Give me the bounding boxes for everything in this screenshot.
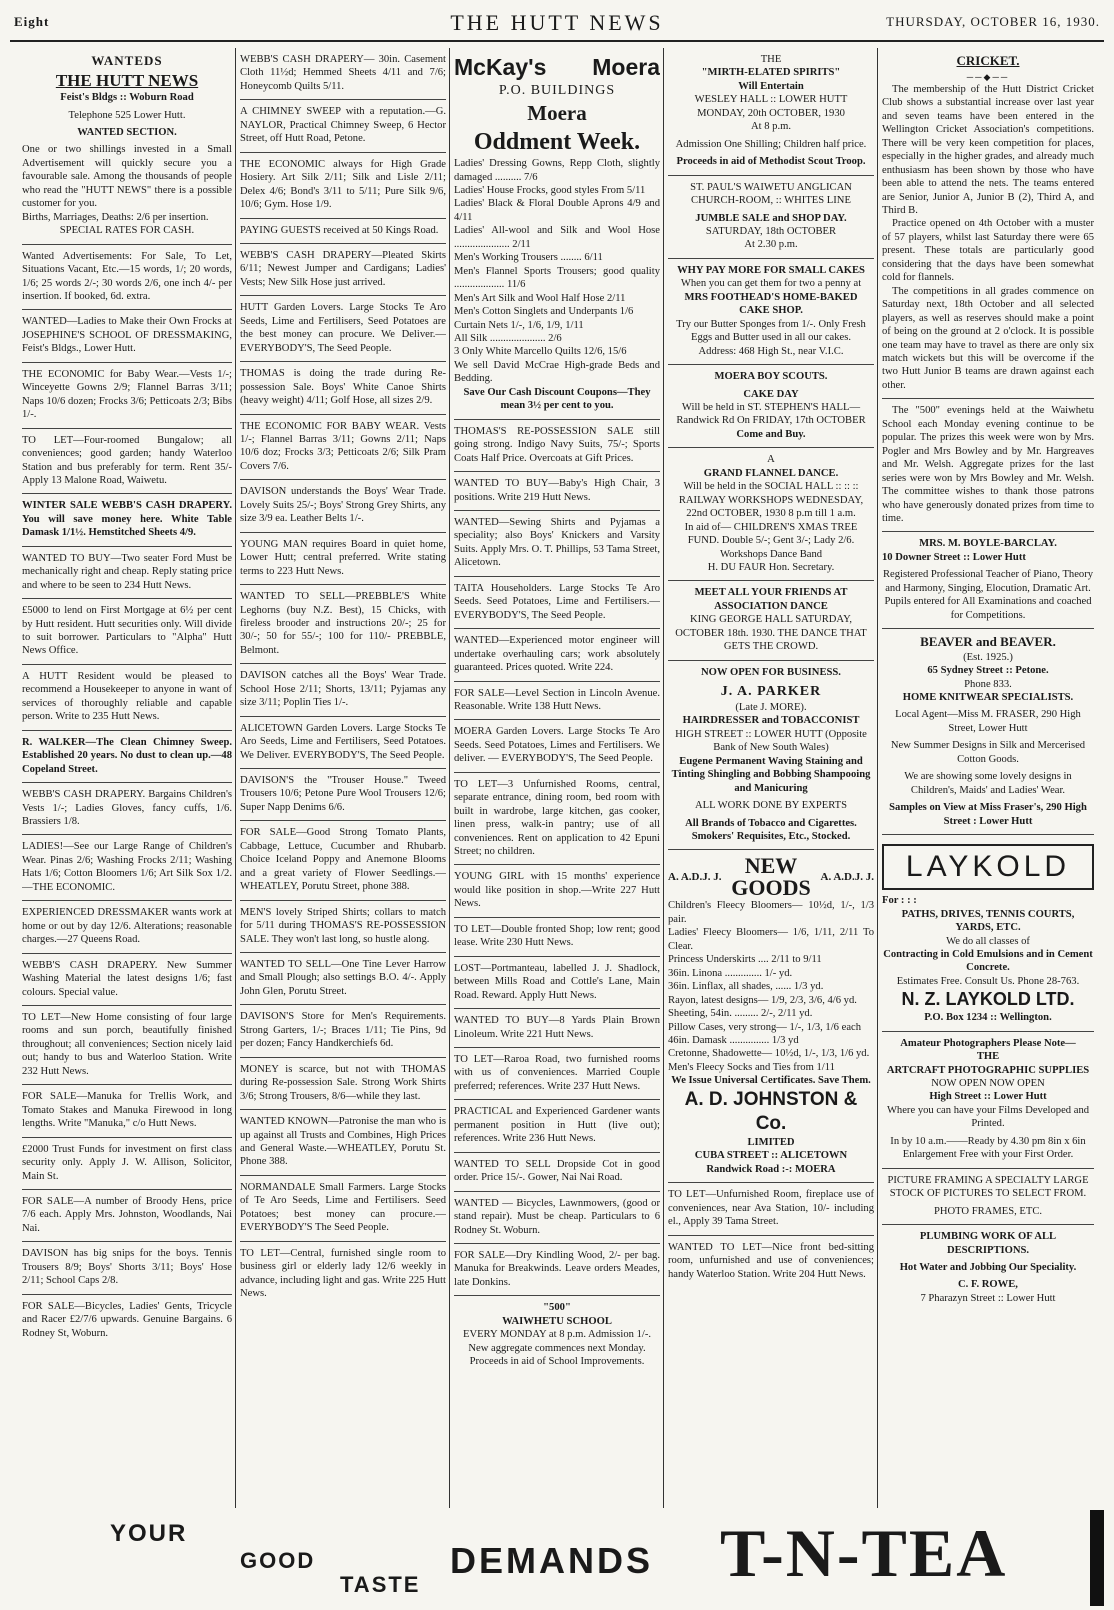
births-rate: Births, Marriages, Deaths: 2/6 per insertion. bbox=[22, 211, 209, 223]
wanteds-header bbox=[22, 48, 232, 245]
mckay-oddment: Oddment Week. bbox=[473, 128, 641, 155]
mckay-location: Moera bbox=[592, 54, 660, 80]
classified-ad: WANTED—Sewing Shirts and Pyjamas a speciality; also Boys' Knickers and Varsity Suits. Apply Mrs. O. T. Phillips, 53 Tama Street, Alicetown. bbox=[454, 511, 660, 577]
mirth-proceeds: Proceeds in aid of Methodist Scout Troop. bbox=[676, 156, 866, 168]
classified-ad: EXPERIENCED DRESSMAKER wants work at home or out by day 12/6. Alterations; reasonable charges.—27 Queens Road. bbox=[22, 901, 232, 953]
cakes-body: When you can get them for two a penny at bbox=[680, 278, 862, 290]
classified-ad: WANTED—Experienced motor engineer will undertake overhauling cars; work absolutely guaranteed. Prices quoted. Write 224. bbox=[454, 629, 660, 681]
mckay-line: Curtain Nets 1/-, 1/6, 1/9, 1/11 bbox=[454, 319, 584, 331]
cakeshop-advert bbox=[668, 259, 874, 365]
classified-ad: A CHIMNEY SWEEP with a reputation.—G. NAYLOR, Practical Chimney Sweep, 6 Hector Street, off Hutt Road, Petone. bbox=[240, 100, 446, 152]
classified-ad: WEBB'S CASH DRAPERY—Pleated Skirts 6/11; Newest Jumper and Cardigans; Ladies' Vests; New Silk Hose just arrived. bbox=[240, 244, 446, 296]
cricket-article bbox=[882, 48, 1094, 399]
mckay-line: Ladies' House Frocks, good styles From 5/11 bbox=[454, 185, 646, 196]
classified-ad: £2000 Trust Funds for investment on first class security only. Apply J. W. Allison, Solicitor, Main St. bbox=[22, 1138, 232, 1190]
mirth-will: Will Entertain bbox=[738, 80, 804, 92]
classified-ad: WANTED TO BUY—Two seater Ford Must be mechanically right and cheap. Reply stating price and where to be seen to 234 Hutt News. bbox=[22, 547, 232, 599]
johnston-address: Randwick Road :-: MOERA bbox=[706, 1163, 836, 1175]
column-divider bbox=[877, 48, 878, 1508]
classified-ad: DAVISON catches all the Boys' Wear Trade. School Hose 2/11; Shorts, 13/11; Pyjamas any size 3/11; Poplin Ties 1/-. bbox=[240, 664, 446, 716]
assoc-body: KING GEORGE HALL SATURDAY, OCTOBER 18th. 1930. THE DANCE THAT GETS THE CROWD. bbox=[675, 614, 867, 653]
rowe-name: C. F. ROWE, bbox=[958, 1279, 1018, 1291]
framing-advert bbox=[882, 1169, 1094, 1225]
parker-trade: HAIRDRESSER and TOBACCONIST bbox=[682, 715, 860, 727]
beaver-show: We are showing some lovely designs in Children's, Maids' and Ladies' Wear. bbox=[904, 771, 1072, 796]
newgoods-line: Men's Fleecy Socks and Ties from 1/11 bbox=[668, 1061, 835, 1073]
column-news bbox=[882, 48, 1094, 1510]
parker-address: HIGH STREET :: LOWER HUTT (Opposite Bank of New South Wales) bbox=[675, 728, 867, 754]
classified-ad: TO LET—Unfurnished Room, fireplace use of conveniences, near Ava Station, 10/- including el., Apply 39 Tama Street. bbox=[668, 1183, 874, 1235]
frames-text: PHOTO FRAMES, ETC. bbox=[933, 1205, 1043, 1217]
cakeday-come: Come and Buy. bbox=[736, 428, 806, 440]
classified-ad: WEBB'S CASH DRAPERY— 30in. Casement Cloth 11½d; Hemmed Sheets 4/11 and 7/6; Honeycomb Quilts 5/11. bbox=[240, 48, 446, 100]
classified-ad: FOR SALE—A number of Broody Hens, price 7/6 each. Apply Mrs. Johnston, Woodlands, Nai Nai. bbox=[22, 1190, 232, 1242]
newgoods-line: Princess Underskirts .... 2/11 to 9/11 bbox=[668, 954, 822, 966]
parker-experts: ALL WORK DONE BY EXPERTS bbox=[695, 800, 847, 812]
mirth-date: MONDAY, 20th OCTOBER, 1930 bbox=[697, 107, 845, 119]
assoc-head: MEET ALL YOUR FRIENDS AT bbox=[694, 587, 848, 599]
beaver-agent: Local Agent—Miss M. FRASER, 290 High Street, Lower Hutt bbox=[895, 709, 1081, 734]
mckay-footer: Save Our Cash Discount Coupons—They mean 3½ per cent to you. bbox=[463, 386, 651, 412]
cakes-head: WHY PAY MORE FOR SMALL CAKES bbox=[677, 264, 865, 276]
classified-ad: WEBB'S CASH DRAPERY. Bargains Children's Vests 1/-; Ladies Gloves, fancy cuffs, 1/6. Brassiers 1/8. bbox=[22, 783, 232, 835]
classified-ad: R. WALKER—The Clean Chimney Sweep. Established 20 years. No dust to clean up.—48 Copeland Street. bbox=[22, 731, 232, 783]
classified-ad: FOR SALE—Dry Kindling Wood, 2/- per bag. Manuka for Breakwinds. Leave orders Meades, late Donkins. bbox=[454, 1244, 660, 1296]
beaver-samples: Samples on View at Miss Fraser's, 290 High Street : Lower Hutt bbox=[889, 802, 1087, 827]
beaver-advert bbox=[882, 629, 1094, 835]
mckay-line: We sell David McCrae High-grade Beds and Bedding. bbox=[454, 359, 660, 385]
mckay-line: Ladies' Black & Floral Double Aprons 4/9 and 4/11 bbox=[454, 198, 660, 223]
classified-ad: FOR SALE—Bicycles, Ladies' Gents, Tricycle and Racer £2/7/6 upwards. Genuine Bargains. 6 Rodney St, Woburn. bbox=[22, 1300, 232, 1339]
cricket-paragraph: The membership of the Hutt District Cricket Club shows a substantial increase over last year and seven teams have been entered in the Wellington Cricket Association's competitions. There will be very keen competition for places, especially in the higher grades, and already much enthusiasm has been shown by those who have been able to attend the nets. The teams entered are Senior, Junior A, Junior B (2), Third A, and Third B. bbox=[882, 83, 1094, 216]
classified-ad: WINTER SALE WEBB'S CASH DRAPERY. You will save money here. White Table Damask 1/1½. Hemstitched Sheets 4/9. bbox=[22, 494, 232, 546]
classified-ad: NORMANDALE Small Farmers. Large Stocks of Te Aro Seeds, Lime and Fertilisers. Seed Potatoes; best money can procure.—EVERYBODY'S The Seed People. bbox=[240, 1176, 446, 1242]
adj-logo: A. A.D.J. J. bbox=[668, 871, 722, 884]
dance-a: A bbox=[767, 454, 775, 466]
dance-body: Will be held in the SOCIAL HALL :: :: :: RAILWAY WORKSHOPS WEDNESDAY, 22nd OCTOBER, 1930 8 p.m till 1 a.m. bbox=[678, 481, 864, 520]
newgoods-line: Children's Fleecy Bloomers— 10½d, 1/-, 1/3 pair. bbox=[668, 900, 874, 925]
classified-ad: TO LET—3 Unfurnished Rooms, central, separate entrance, dining room, bed room with built in wardrobe, large kitchen, gas cooker, linen press, walk-in pantry; use of all conveniences. Rent on application to 42 Epuni Street; no children. bbox=[454, 773, 660, 866]
classified-ad: WANTED TO LET—Nice front bed-sitting room, unfurnished and use of conveniences; handy Waterloo Station. Write 204 Hutt News. bbox=[668, 1241, 874, 1280]
classified-ad: WEBB'S CASH DRAPERY. New Summer Washing Material the latest designs 1/6; fast colours. Special value. bbox=[22, 954, 232, 1006]
artcraft-films: Where you can have your Films Developed and Printed. bbox=[886, 1104, 1090, 1130]
classified-ad: WANTED TO BUY—8 Yards Plain Brown Linoleum. Write 221 Hutt News. bbox=[454, 1009, 660, 1048]
artcraft-name: ARTCRAFT PHOTOGRAPHIC SUPPLIES bbox=[886, 1064, 1090, 1076]
newgoods-line: We Issue Universal Certificates. Save Them. bbox=[671, 1075, 871, 1087]
newgoods-line: 36in. Linona .............. 1/- yd. bbox=[668, 967, 793, 979]
dance-aid: In aid of— CHILDREN'S XMAS TREE FUND. Double 5/-; Gent 3/-; Lady 2/6. Workshops Dance Band bbox=[684, 521, 858, 560]
artcraft-address: High Street :: Lower Hutt bbox=[929, 1091, 1047, 1103]
wanteds-title: WANTEDS bbox=[91, 53, 163, 68]
classified-ad: A HUTT Resident would be pleased to recommend a Housekeeper to anyone in want of services of thoroughly reliable and capable person. Write to 235 Hutt News. bbox=[22, 665, 232, 731]
classified-ad: LADIES!—See our Large Range of Children's Wear. Pinas 2/6; Washing Frocks 2/11; Washing Hats 1/6; Cotton Bloomers 1/6; Art Silk Sox 1/2.—THE ECONOMIC. bbox=[22, 835, 232, 901]
beaver-new: New Summer Designs in Silk and Mercerised Cotton Goods. bbox=[890, 740, 1086, 765]
laykold-do: We do all classes of bbox=[946, 935, 1030, 947]
wanted-section-title: WANTED SECTION. bbox=[77, 126, 177, 138]
banner-your: YOUR bbox=[110, 1520, 188, 1547]
classified-ad: THOMAS'S RE-POSSESSION SALE still going strong. Indigo Navy Suits, 75/-; Sports Coats Half Price. Overcoats at Gift Prices. bbox=[454, 420, 660, 472]
banner-brand: T-N-TEA bbox=[720, 1515, 1008, 1591]
beaver-est: (Est. 1925.) bbox=[963, 651, 1013, 663]
classified-list bbox=[22, 310, 232, 1346]
school-500-body: EVERY MONDAY at 8 p.m. Admission 1/-. New aggregate commences next Monday. Proceeds in aid of School Improvements. bbox=[462, 1329, 652, 1368]
parker-late: (Late J. MORE). bbox=[735, 701, 807, 713]
beaver-address: 65 Sydney Street :: Petone. bbox=[927, 665, 1049, 677]
classified-ad: WANTED TO SELL—One Tine Lever Harrow and Small Plough; also settings B.O. 4/-. Apply John Glen, Porutu Street. bbox=[240, 953, 446, 1005]
jumble-sale: JUMBLE SALE and SHOP DAY. bbox=[695, 212, 847, 224]
artcraft-note: Amateur Photographers Please Note— bbox=[900, 1037, 1076, 1049]
beaver-phone: Phone 833. bbox=[964, 678, 1012, 690]
parker-advert bbox=[668, 661, 874, 851]
laykold-logo: LAYKOLD bbox=[882, 844, 1094, 890]
parker-services: Eugene Permanent Waving Staining and Tinting Shingling and Bobbing Shampooing and Manicuring bbox=[671, 755, 871, 794]
boyle-body: Registered Professional Teacher of Piano, Theory and Harmony, Singing, Elocution, Dramatic Art. Pupils entered for All Examinations and coached for Competitions. bbox=[882, 569, 1094, 621]
laykold-contract: Contracting in Cold Emulsions and in Cement Concrete. bbox=[883, 948, 1093, 974]
column-divider bbox=[449, 48, 450, 1508]
johnston-name: A. D. JOHNSTON & Co. bbox=[684, 1088, 858, 1134]
newgoods-line: Cretonne, Shadowette— 10½d, 1/-, 1/3, 1/6 yd. bbox=[668, 1048, 870, 1060]
column-classifieds-2 bbox=[240, 48, 446, 1510]
paper-telephone: Telephone 525 Lower Hutt. bbox=[68, 109, 186, 121]
newgoods-new: NEW bbox=[744, 853, 798, 879]
classified-ad: HUTT Garden Lovers. Large Stocks Te Aro Seeds, Lime and Fertilisers, Seed Potatoes are the best money can procure. We Deliver.—EVERYBODY'S, The Seed People. bbox=[240, 296, 446, 362]
school-500-advert bbox=[454, 1296, 660, 1374]
classified-ad: DAVISON understands the Boys' Wear Trade. Lovely Suits 25/-; Boys' Strong Grey Shirts, any size 3/9 ea. Leather Belts 1/-. bbox=[240, 480, 446, 532]
hotwater-text: Hot Water and Jobbing Our Speciality. bbox=[899, 1262, 1077, 1273]
classified-ad: WANTED — Bicycles, Lawnmowers, (good or stand repair). Must be cheap. Particulars to 6 Rodney St. Woburn. bbox=[454, 1192, 660, 1244]
scouts-advert bbox=[668, 365, 874, 448]
mckay-line: Ladies' All-wool and Silk and Wool Hose ..................... 2/11 bbox=[454, 225, 660, 250]
classified-ad: WANTED TO SELL—PREBBLE'S White Leghorns (buy N.Z. Best), 15 Chicks, with fireless brooder and instructions 20/-; 25 for 30/-; 50 for 55/-; 100 for 110/- PREBBLE, Belmont. bbox=[240, 585, 446, 664]
cakes-shop: MRS FOOTHEAD'S HOME-BAKED CAKE SHOP. bbox=[684, 291, 858, 317]
banner-edge-bar bbox=[1090, 1510, 1104, 1606]
mckay-line: Men's Working Trousers ........ 6/11 bbox=[454, 252, 603, 264]
column-wanteds bbox=[22, 48, 232, 1510]
newgoods-line: Pillow Cases, very strong— 1/-, 1/3, 1/6 each bbox=[668, 1021, 862, 1033]
classified-ad: YOUNG GIRL with 15 months' experience would like position in shop.—Write 227 Hutt News. bbox=[454, 865, 660, 917]
classified-ad: WANTED—Ladies to Make their Own Frocks at JOSEPHINE'S SCHOOL OF DRESSMAKING, Feist's Bldgs., Lower Hutt. bbox=[22, 310, 232, 362]
scouts-head: MOERA BOY SCOUTS. bbox=[714, 371, 828, 383]
school-name: WAIWHETU SCHOOL bbox=[502, 1315, 612, 1327]
mckay-po: P.O. BUILDINGS bbox=[498, 83, 616, 99]
boyle-address: 10 Downer Street :: Lower Hutt bbox=[882, 551, 1026, 563]
newgoods-goods: GOODS bbox=[731, 875, 811, 901]
cakeday-title: CAKE DAY bbox=[743, 388, 799, 400]
classified-ad: MONEY is scarce, but not with THOMAS during Re-possession Sale. Strong Work Shirts 3/6; Strong Trousers, 8/6—while they last. bbox=[240, 1058, 446, 1110]
mckay-name: McKay's bbox=[454, 54, 547, 80]
special-rates: SPECIAL RATES FOR CASH. bbox=[59, 225, 195, 237]
nz-box: P.O. Box 1234 :: Wellington. bbox=[924, 1012, 1052, 1024]
classified-ad: THE ECONOMIC always for High Grade Hosiery. Art Silk 2/11; Silk and Lisle 2/11; Delex 4/6; Bond's 3/11 to 5/11; Pure Silk 9/6, 10/6; Gym. Hose 1/9. bbox=[240, 153, 446, 219]
classified-ad: DAVISON'S Store for Men's Requirements. Strong Garters, 1/-; Braces 1/11; Tie Pins, 9d per dozen; Fancy Handkerchiefs 6d. bbox=[240, 1005, 446, 1057]
issue-date: THURSDAY, OCTOBER 16, 1930. bbox=[886, 14, 1100, 29]
parker-brands: All Brands of Tobacco and Cigarettes. Smokers' Requisites, Etc., Stocked. bbox=[685, 817, 857, 842]
mckay-moera: Moera bbox=[527, 100, 587, 125]
stpauls-advert bbox=[668, 176, 874, 259]
banner-taste: TASTE bbox=[340, 1572, 421, 1597]
classified-ad: YOUNG MAN requires Board in quiet home, Lower Hutt; central preferred. Write stating terms to 223 Hutt News. bbox=[240, 533, 446, 585]
classified-ad: ALICETOWN Garden Lovers. Large Stocks Te Aro Seeds, Lime and Fertilisers, Seed Potatoes. We Deliver. EVERYBODY'S, The Seed People. bbox=[240, 717, 446, 769]
classified-ad: PAYING GUESTS received at 50 Kings Road. bbox=[240, 219, 446, 244]
classified-ad: MOERA Garden Lovers. Large Stocks Te Aro Seeds. Seed Potatoes, Limes and Fertilisers. We deliver. — EVERYBODY'S, The Seed People. bbox=[454, 720, 660, 772]
classified-ad: TO LET—Central, furnished single room to business girl or elderly lady 12/6 weekly in advance, including light and gas. Write 225 Hutt News. bbox=[240, 1247, 446, 1300]
stpauls-head: ST. PAUL'S WAIWETU ANGLICAN CHURCH-ROOM, :: WHITES LINE bbox=[690, 181, 852, 207]
association-dance-advert bbox=[668, 581, 874, 660]
wanteds-intro: One or two shillings invested in a Small Advertisement will quickly secure you a favourable sale. Among the thousands of people who read the "HUTT NEWS" there is a possible customer for you. bbox=[22, 144, 232, 210]
paper-name: THE HUTT NEWS bbox=[55, 70, 199, 90]
dance-title: GRAND FLANNEL DANCE. bbox=[703, 467, 839, 479]
mckay-line: 3 Only White Marcello Quilts 12/6, 15/6 bbox=[454, 346, 627, 358]
mckay-line: Men's Cotton Singlets and Underpants 1/6 bbox=[454, 306, 634, 318]
classified-ad: WANTED TO SELL Dropside Cot in good order. Price 15/-. Gower, Nai Nai Road. bbox=[454, 1153, 660, 1192]
artcraft-ready: In by 10 a.m.——Ready by 4.30 pm 8in x 6in Enlargement Free with your First Order. bbox=[890, 1135, 1086, 1161]
mirth-title: "MIRTH-ELATED SPIRITS" bbox=[701, 67, 841, 79]
page-number: Eight bbox=[14, 14, 50, 29]
classified-ad: DAVISON has big snips for the boys. Tennis Trousers 8/9; Boys' Shorts 3/11; Boys' Hose 2/11; School Caps 2/8. bbox=[22, 1242, 232, 1294]
dance-secretary: H. DU FAUR Hon. Secretary. bbox=[707, 561, 835, 573]
classified-ad: DAVISON'S the "Trouser House." Tweed Trousers 10/6; Petone Pure Wool Trousers 12/6; Super Napp Denims 6/6. bbox=[240, 769, 446, 821]
five-hundred-article: The "500" evenings held at the Waiwhetu School each Monday evening continue to be popular. The prizes this week were won by Mrs. Pogler and Mrs Bowley and by Mr. Hargreaves and Mr. Welsh. Aggregate prizes for the last series were won by Mrs Bowley and Mr. Welsh. The committee wishes to thank those patrons who have generously donated prizes from time to time. bbox=[882, 399, 1094, 532]
classified-ad: THE ECONOMIC FOR BABY WEAR. Vests 1/-; Flannel Barras 3/11; Gowns 2/11; Naps 10/6 doz; Frocks 3/3; Petticoats 2/6; Silk Pram Covers 7/6. bbox=[240, 415, 446, 481]
parker-open: NOW OPEN FOR BUSINESS. bbox=[701, 666, 841, 678]
mirth-time: At 8 p.m. bbox=[750, 121, 792, 133]
rowe-address: 7 Pharazyn Street :: Lower Hutt bbox=[920, 1292, 1056, 1304]
classified-ad: PRACTICAL and Experienced Gardener wants permanent position in Hutt (live out); references. Write 236 Hutt News. bbox=[454, 1100, 660, 1152]
classified-rates: Wanted Advertisements: For Sale, To Let, Situations Vacant, Etc.—15 words, 1/; 20 words, 1/6; 25 words 2/-; 30 words 2/6, one inch 4/- per insertion. If booked, 6d. extra. bbox=[22, 245, 232, 311]
banner-good: GOOD bbox=[240, 1548, 316, 1573]
beaver-specialists: HOME KNITWEAR SPECIALISTS. bbox=[902, 692, 1074, 703]
classified-ad: FOR SALE—Good Strong Tomato Plants, Cabbage, Lettuce, Cucumber and Rhubarb. Choice Iceland Poppy and Anemone Blooms and a great variety of Flower Seedlings.—WHEATLEY, Porutu Street, phone 388. bbox=[240, 821, 446, 900]
newgoods-line: 46in. Damask ............... 1/3 yd bbox=[668, 1034, 799, 1046]
mckay-line: Men's Flannel Sports Trousers; good quality ................... 11/6 bbox=[454, 265, 660, 291]
boyle-barclay-advert bbox=[882, 532, 1094, 629]
johnston-limited: LIMITED bbox=[747, 1137, 795, 1149]
school-500-title: "500" bbox=[543, 1302, 571, 1314]
adj-logo: A. A.D.J. J. bbox=[820, 871, 874, 884]
laykold-for: For : : : bbox=[882, 895, 917, 907]
ornament-icon: ──◆── bbox=[966, 71, 1010, 82]
column-divider bbox=[235, 48, 236, 1508]
mirth-the: THE bbox=[760, 54, 782, 65]
classified-ad: THOMAS is doing the trade during Re-possession Sale. Boys' White Canoe Shirts (heavy weight) 4/11; Golf Hose, all sizes 2/9. bbox=[240, 362, 446, 414]
classified-ad: TO LET—Four-roomed Bungalow; all conveniences; good garden; handy Waterloo Station and bus preferably for term. Rent 35/- Apply 13 Malone Road, Waiwetu. bbox=[22, 429, 232, 495]
assoc-title: ASSOCIATION DANCE bbox=[714, 600, 828, 612]
paper-address: Feist's Bldgs :: Woburn Road bbox=[60, 92, 194, 104]
classified-ad: £5000 to lend on First Mortgage at 6½ per cent by Hutt resident. Hutt securities only. Will divide to suit borrower. Particulars to "Alpha" Hutt News Office. bbox=[22, 599, 232, 665]
laykold-advert bbox=[882, 835, 1094, 1032]
laykold-paths: PATHS, DRIVES, TENNIS COURTS, YARDS, ETC. bbox=[901, 908, 1075, 934]
newgoods-line: 36in. Linflax, all shades, ...... 1/3 yd. bbox=[668, 981, 824, 993]
mckay-line: All Silk ..................... 2/6 bbox=[454, 332, 562, 344]
classified-ad: LOST—Portmanteau, labelled J. J. Shadlock, between Mills Road and Cottle's Lane, Main Road. Reward. Apply Hutt News. bbox=[454, 957, 660, 1009]
mirth-venue: WESLEY HALL :: LOWER HUTT bbox=[694, 94, 848, 106]
rowe-advert bbox=[882, 1225, 1094, 1311]
tntea-banner bbox=[10, 1510, 1104, 1606]
cakes-address: Address: 468 High St., near V.I.C. bbox=[698, 345, 844, 357]
classified-ad: FOR SALE—Level Section in Lincoln Avenue. Reasonable. Write 138 Hutt News. bbox=[454, 682, 660, 721]
jumble-date: SATURDAY, 18th OCTOBER bbox=[705, 225, 837, 237]
masthead bbox=[0, 0, 1114, 46]
parker-name: J. A. PARKER bbox=[720, 684, 822, 700]
newgoods-line: Ladies' Fleecy Bloomers— 1/6, 1/11, 2/11 To Clear. bbox=[668, 927, 874, 952]
newgoods-advert bbox=[668, 850, 874, 1183]
classified-ad: WANTED TO BUY—Baby's High Chair, 3 positions. Write 219 Hutt News. bbox=[454, 472, 660, 511]
newspaper-title: THE HUTT NEWS bbox=[450, 10, 664, 35]
beaver-name: BEAVER and BEAVER. bbox=[920, 634, 1056, 650]
cricket-paragraph: The competitions in all grades commence on Saturday next, 18th October and all selected players, as well as reserves should make a point of being on the ground at 2 o'clock. It is possible one team may have to travel as there are only six match wickets but this will be overcome if the two Hutt Junior B teams are drawn against each other. bbox=[882, 285, 1094, 391]
column-events bbox=[668, 48, 874, 1510]
column-classifieds-3 bbox=[454, 48, 660, 1510]
classified-ad: WANTED KNOWN—Patronise the man who is up against all Trusts and Combines, High Prices and General Waste.—WHEATLEY, Porutu St. Phone 388. bbox=[240, 1110, 446, 1176]
masthead-rule bbox=[10, 40, 1104, 42]
mckay-line: Men's Art Silk and Wool Half Hose 2/11 bbox=[454, 292, 626, 304]
johnston-address: CUBA STREET :: ALICETOWN bbox=[694, 1150, 848, 1162]
classified-ad: TAITA Householders. Large Stocks Te Aro Seeds. Seed Potatoes, Lime and Fertilisers.— EVERYBODY'S, The Seed People. bbox=[454, 577, 660, 629]
jumble-time: At 2.30 p.m. bbox=[744, 239, 798, 251]
framing-text: PICTURE FRAMING A SPECIALTY LARGE STOCK OF PICTURES TO SELECT FROM. bbox=[887, 1174, 1089, 1200]
artcraft-open: NOW OPEN NOW OPEN bbox=[931, 1078, 1045, 1090]
mirth-advert bbox=[668, 48, 874, 176]
artcraft-advert bbox=[882, 1032, 1094, 1169]
classified-ad: TO LET—New Home consisting of four large rooms and sun porch, beautifully finished throughout; all conveniences; Section nicely laid out; handy to bus and Waterloo Station. Write 232 Hutt News. bbox=[22, 1006, 232, 1085]
mckay-advert bbox=[454, 48, 660, 420]
classified-ad: TO LET—Double fronted Shop; low rent; good lease. Write 230 Hutt News. bbox=[454, 918, 660, 957]
boyle-name: MRS. M. BOYLE-BARCLAY. bbox=[919, 538, 1057, 550]
mirth-admission: Admission One Shilling; Children half price. bbox=[675, 138, 867, 150]
newgoods-line: Sheeting, 54in. ......... 2/-, 2/11 yd. bbox=[668, 1008, 813, 1020]
cakeday-body: Will be held in ST. STEPHEN'S HALL—Randwick Rd On FRIDAY, 17th OCTOBER bbox=[676, 401, 866, 427]
plumbing-text: PLUMBING WORK OF ALL DESCRIPTIONS. bbox=[919, 1231, 1057, 1256]
banner-demands: DEMANDS bbox=[450, 1540, 654, 1581]
column-divider bbox=[663, 48, 664, 1508]
mckay-line: Ladies' Dressing Gowns, Repp Cloth, slightly damaged .......... 7/6 bbox=[454, 158, 660, 183]
nz-laykold: N. Z. LAYKOLD LTD. bbox=[901, 989, 1075, 1010]
laykold-estimates: Estimates Free. Consult Us. Phone 28-763. bbox=[896, 975, 1080, 987]
cricket-paragraph: Practice opened on 4th October with a muster of 57 players, whilst last Saturday there were 65 present. These totals are particularly good considering that the days have been somewhat cold for flannels. bbox=[882, 218, 1094, 284]
classified-ad: MEN'S lovely Striped Shirts; collars to match for 5/11 during THOMAS'S RE-POSSESSION SALE. They won't last long, so hustle along. bbox=[240, 901, 446, 953]
newgoods-line: Rayon, latest designs— 1/9, 2/3, 3/6, 4/6 yd. bbox=[668, 994, 857, 1006]
artcraft-the: THE bbox=[976, 1051, 1000, 1063]
classified-ad: TO LET—Raroa Road, two furnished rooms with us of conveniences. Married Couple preferred; references. Write 237 Hutt News. bbox=[454, 1048, 660, 1100]
classified-ad: FOR SALE—Manuka for Trellis Work, and Tomato Stakes and Manuka Firewood in long lengths. Write "Manuka," c/o Hutt News. bbox=[22, 1085, 232, 1137]
flannel-dance-advert bbox=[668, 448, 874, 581]
cricket-title: CRICKET. bbox=[956, 53, 1020, 68]
classified-ad: THE ECONOMIC for Baby Wear.—Vests 1/-; Winceyette Gowns 2/9; Flannel Barras 3/11; Naps 10/6 dozen; Frocks 3/6; Petticoats 2/3; Bibs 1/-. bbox=[22, 363, 232, 429]
cakes-more: Try our Butter Sponges from 1/-. Only Fresh Eggs and Butter used in all our cakes. bbox=[676, 318, 866, 344]
